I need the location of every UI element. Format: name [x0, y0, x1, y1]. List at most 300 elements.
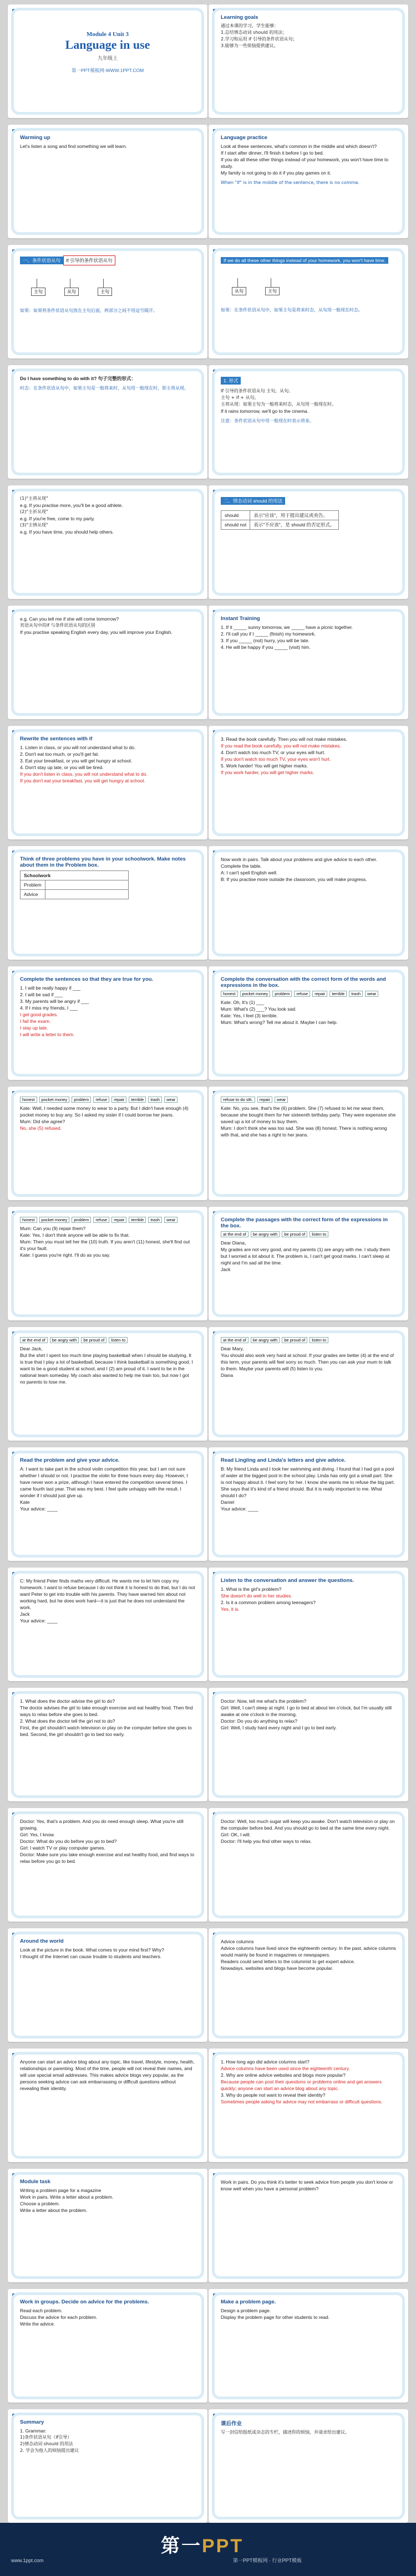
schoolwork-head	[21, 871, 129, 880]
slide-2[interactable]	[209, 4, 408, 118]
word-box-item: repair	[111, 1097, 126, 1103]
slide-content	[20, 2179, 195, 2273]
slide-text-line: 3. If you _____ (not) hurry, you will be late.	[221, 638, 310, 643]
slide-content	[20, 14, 195, 109]
slide-content	[221, 2058, 396, 2153]
answer-line: No, she (5) refused.	[20, 1125, 62, 1131]
word-box-item: be proud of	[282, 1231, 307, 1237]
grammar-cell: should	[221, 511, 250, 520]
slide-content	[20, 375, 195, 470]
slide-41[interactable]	[8, 2409, 207, 2523]
slide-text-line: Design a problem page.	[221, 2308, 271, 2313]
slide-text-line: Mum: What's (2) ___? You look sad.	[221, 1006, 297, 1012]
slide-content	[221, 616, 396, 710]
word-box	[20, 1217, 195, 1223]
slide-10[interactable]	[209, 485, 408, 599]
slide-text-line: 通过本课的学习，学生能够：	[221, 23, 278, 28]
slide-42[interactable]	[209, 2409, 408, 2523]
slide-text-line: Because people can post their questions or problems online and get answers quickly; anyone can start an advice blog about any topic.	[221, 2079, 382, 2091]
slide-text-line: 写一封信给报纸或杂志的专栏，描述你的烦恼，并请求给出建议。	[221, 2430, 349, 2435]
slide-text-line: Kate: Oh, It's (1) ___	[221, 1000, 265, 1005]
word-box-item: refuse	[93, 1217, 109, 1223]
slide-text-line: 3.能够为一些烦恼提供建议。	[221, 43, 278, 48]
slide-note: 注意：条件状语从句中用一般现在时表示将来。	[221, 418, 314, 423]
slide-text-line: My family is not going to do it if you play games on it.	[221, 170, 331, 176]
slide-heading: Language practice	[221, 135, 267, 141]
slide-24[interactable]	[209, 1327, 408, 1441]
slide-note: 时态：在条件状语从句中，如果主句是一般将来时，从句用一般现在时，即主将从现。	[20, 386, 189, 391]
slide-text-line: 1.总结情态动词 should 的用法；	[221, 30, 287, 35]
slide-text-line: Your advice: ____	[20, 1506, 58, 1512]
slide-text-line: 1. What does the doctor advise the girl to do?	[20, 1698, 115, 1704]
word-box-item: wear	[275, 1097, 288, 1103]
footer-banner	[0, 2523, 416, 2576]
slide-text-line: 1. I will be really happy if ___	[20, 985, 81, 991]
slide-text-line: 2. Why are online advice websites and blogs more popular?	[221, 2072, 346, 2078]
slide-text-line: e.g. If you have time, you should help others.	[20, 529, 114, 535]
slide-content	[221, 1217, 396, 1312]
word-box-item: refuse	[294, 991, 310, 997]
slide-text-line: 1)条件状语从句（if引导）	[20, 2435, 72, 2440]
diagram-line	[103, 279, 104, 288]
slide-text-line: A: I want to take part in the school violin competition this year, but I am not sure whether I should or not. I practise the violin for three hours every day. However, I have never won a prize, although I have entered the competition several times. I came fourth last year. That was my best. I feel quite unhappy with the result. I wonder if I should just give up.	[20, 1466, 188, 1498]
slide-text-line: 2. I'll call you if I _____ (finish) my homework.	[221, 631, 316, 637]
slide-content	[221, 2179, 396, 2273]
slide-4[interactable]	[209, 125, 408, 238]
slide-text-line: 4. Don't watch too much TV, or your eyes will hurt.	[221, 750, 326, 755]
slide-17[interactable]	[8, 966, 207, 1080]
slide-text-line: Girl: Well, I study hard every night and I go to bed early.	[221, 1725, 337, 1730]
slide-content	[20, 1818, 195, 1913]
slide-content	[20, 2299, 195, 2394]
slide-note: 如果：在条件状语从句中，如果主句是将来时态，从句用一般现在时态。	[221, 308, 363, 313]
slide-content	[221, 255, 396, 350]
slide-heading: Summary	[20, 2419, 44, 2425]
slide-content	[221, 736, 396, 831]
slide-text-line: e.g. Can you tell me if she will come tomorrow?	[20, 616, 119, 622]
grammar-row	[221, 520, 339, 530]
footer-right-text: 第一PPT模板网 · 行业PPT模板	[233, 2558, 302, 2563]
slide-text-line: Write the advice.	[20, 2321, 55, 2327]
slide-20[interactable]	[209, 1087, 408, 1200]
slide-main-title: Language in use	[65, 38, 150, 52]
grammar-cell: 表示"应该"，用于提出建议或劝告。	[250, 511, 338, 520]
slide-content	[20, 1097, 195, 1191]
answer-line: I stay up late.	[20, 1025, 48, 1031]
word-box	[20, 1097, 195, 1103]
schoolwork-label: Advice	[21, 890, 45, 899]
slide-content	[221, 1578, 396, 1672]
word-box-item: be angry with	[251, 1337, 280, 1343]
slide-13[interactable]	[8, 726, 207, 839]
slide-text-line: Sometimes people asking for advice may not embarrass or difficult questions.	[221, 2099, 383, 2104]
slide-21[interactable]	[8, 1207, 207, 1320]
word-box-item: trash	[148, 1217, 162, 1223]
slide-text-line: (1)"主将从现"	[20, 496, 48, 501]
slide-text-line: Writing a problem page for a magazine	[20, 2188, 102, 2193]
word-box	[221, 1097, 396, 1103]
slide-heading: Module task	[20, 2179, 50, 2185]
slide-text-line: Kate: I guess you're right. I'll do as you say.	[20, 1252, 110, 1258]
slide-heading: Learning goals	[221, 14, 258, 21]
slide-text-line: Doctor: Now, tell me what's the problem?	[221, 1698, 307, 1704]
slide-34[interactable]	[209, 1928, 408, 2042]
slide-content	[20, 1698, 195, 1793]
slide-heading: Instant Training	[221, 616, 260, 622]
slide-content	[20, 1938, 195, 2033]
slide-text-line: Write a letter about the problem.	[20, 2208, 88, 2213]
slide-content	[221, 375, 396, 470]
slide-text-line: Doctor: What do you do before you go to bed?	[20, 1838, 117, 1844]
diagram-node: 主句	[31, 288, 45, 296]
grammar-table	[221, 510, 339, 530]
slide-text-line: Mum: Can you (9) repair them?	[20, 1226, 86, 1231]
clause-box: If 引导的条件状语从句	[63, 255, 115, 265]
slide-text-line: If I start after dinner, I'll finish it before I go to bed.	[221, 150, 324, 156]
word-box-item: at the end of	[221, 1337, 248, 1343]
slide-content	[221, 1457, 396, 1552]
slide-6[interactable]	[209, 245, 408, 359]
slide-content	[20, 616, 195, 710]
slide-label: 二、情态动词 should 的用法	[221, 497, 285, 505]
slide-text-line: Dear Diana,	[221, 1240, 246, 1246]
word-box-item: listen to	[109, 1337, 128, 1343]
slide-content	[221, 1337, 396, 1432]
slide-heading: Read Lingling and Linda's letters and give advice.	[221, 1457, 346, 1463]
slide-text-line: Work in pairs. Write a letter about a problem.	[20, 2194, 114, 2200]
slide-text-line: If it rains tomorrow, we'll go to the cinema.	[221, 408, 308, 414]
slide-text-line: You should also work very hard at school. If your grades are better (4) at the end of this term, your parents will feel sorry so much. Then you can ask your mum to talk to them. Maybe your parents will (5) listen to you.	[221, 1353, 394, 1371]
slide-text-line: Doctor: Well, too much sugar will keep you awake. Don't watch television or play on the computer before bed. And you should go to bed at the same time every night.	[221, 1819, 395, 1831]
slide-text-line: If you don't watch too much TV, your eyes won't hurt.	[221, 756, 331, 762]
slide-text-line: Girl: I watch TV or play computer games.	[20, 1845, 105, 1851]
slide-text-line: If 引导的条件状语从句 主句，从句。	[221, 388, 293, 393]
slide-35[interactable]	[8, 2048, 207, 2162]
slide-text-line: Doctor: Do you do anything to relax?	[221, 1718, 297, 1724]
slide-30[interactable]	[209, 1688, 408, 1801]
slide-text-line: C: My friend Peter finds maths very difficult. He wants me to let him copy my homework. I want to refuse because I do not think it is honest to do that, but I do not want Peter to get into trouble with his parents. They have warned him about not working hard, but he does work hard—it is just that he does not understand the work.	[20, 1578, 195, 1610]
slide-22[interactable]	[209, 1207, 408, 1320]
slide-text-line: e.g. If you practise more, you'll be a good athlete.	[20, 503, 123, 508]
slide-content	[221, 1938, 396, 2033]
slide-line: Let's listen a song and find something we will learn.	[20, 144, 127, 149]
slide-text-line: Girl: Well, I can't sleep at night. I go to bed at about ten o'clock, but I'm usually still awake at one o'clock in the morning.	[221, 1705, 392, 1717]
slide-content	[221, 1818, 396, 1913]
grammar-row	[221, 511, 339, 520]
slide-text-line: 3. Read the book carefully. Then you will not make mistakes.	[221, 736, 347, 742]
word-box-item: problem	[272, 991, 292, 997]
slide-26[interactable]	[209, 1447, 408, 1561]
word-box-item: be proud of	[282, 1337, 307, 1343]
answer-line: I fail the exam.	[20, 1018, 51, 1024]
slide-15[interactable]	[8, 846, 207, 960]
slide-32[interactable]	[209, 1808, 408, 1922]
slide-text-line: Kate: Well, I needed some money to wear to a party. But I didn't have enough (4) pocket money to buy any. So I asked my sister if I could borrow her jeans.	[20, 1105, 189, 1118]
slide-text-line: 1. Grammar:	[20, 2428, 47, 2434]
slide-33[interactable]	[8, 1928, 207, 2042]
slide-text-line: 5. Work harder! You will get higher marks.	[221, 763, 308, 769]
slide-content	[20, 976, 195, 1071]
slide-text-line: Work in pairs. Do you think it's better to seek advice from people you don't know or know well when you have a personal problem?	[221, 2179, 393, 2191]
clause-diagram	[20, 271, 195, 304]
slide-text-line: Doctor: I'll help you find other ways to relax.	[221, 1838, 312, 1844]
slide-content	[221, 2419, 396, 2514]
diagram-line	[237, 278, 238, 287]
word-box-item: pocket money	[39, 1097, 70, 1103]
slide-25[interactable]	[8, 1447, 207, 1561]
word-box-item: trash	[349, 991, 363, 997]
slide-heading: Warming up	[20, 135, 50, 141]
slide-text-line: 3. Why do people not want to reveal their identity?	[221, 2092, 326, 2098]
slide-29[interactable]	[8, 1688, 207, 1801]
slide-heading: Complete the conversation with the correct form of the words and expressions in the box.	[221, 976, 386, 989]
slide-text-line: 主将从现：如果主句为一般将来时态，从句用一般现在时。	[221, 402, 336, 407]
slide-text-line: If you practise speaking English every day, you will improve your English.	[20, 629, 173, 635]
diagram-node: 从句	[232, 287, 246, 295]
slide-subtitle: 九年级上	[97, 55, 118, 61]
diagram-node: 主句	[98, 288, 112, 296]
schoolwork-head-cell: Schoolwork	[21, 871, 129, 880]
slide-text-line: 宾语从句中的if 与条件状语从句的区别	[20, 623, 95, 628]
word-box-item: pocket money	[39, 1217, 70, 1223]
word-box-item: repair	[312, 991, 327, 997]
slide-text-line: Daniel	[221, 1499, 235, 1505]
slide-16[interactable]	[209, 846, 408, 960]
schoolwork-row	[21, 890, 129, 899]
slide-28[interactable]	[209, 1568, 408, 1681]
slide-text-line: 3. Eat your breakfast, or you will get hungry at school.	[20, 758, 133, 764]
slide-text-line: Discuss the advice for each problem.	[20, 2314, 98, 2320]
word-box-item: be proud of	[81, 1337, 106, 1343]
grammar-cell: should not	[221, 520, 250, 530]
slide-content	[20, 2058, 195, 2153]
slide-5[interactable]	[8, 245, 207, 359]
slide-23[interactable]	[8, 1327, 207, 1441]
slide-text-line: Dear Jack,	[20, 1346, 43, 1351]
slide-text-line: Mum: Did she agree?	[20, 1119, 65, 1124]
slide-content	[221, 2299, 396, 2394]
slide-note: When "if" is in the middle of the sentence, there is no comma.	[221, 180, 359, 185]
slide-text-line: B: My friend Linda and I took her swimming and diving. I found that I had got a pool of water at the biggest pool in the school play. Linda has only got a small part. She is not happy about it. I feel sorry for her. I know she wants me to refuse the big part. She says that it's kind of a friend should. But it is really important to me. What should I do?	[221, 1466, 395, 1498]
slide-7[interactable]	[8, 365, 207, 479]
slide-text-line: Nowadays, websites and blogs have become popular.	[221, 1965, 333, 1971]
slide-text-line: 2.学习和运用 if 引导的条件状语从句；	[221, 37, 297, 42]
slide-text-line: 1. Listen in class, or you will not understand what to do.	[20, 745, 136, 750]
word-box-item: repair	[111, 1217, 126, 1223]
slide-text-line: 3. My parents will be angry if ___	[20, 998, 89, 1004]
slide-text-line: Mum: I don't think she was too sad. She was (8) honest. There is nothing wrong with that, and she has a right to her jeans.	[221, 1125, 387, 1138]
slide-text-line: If you read the book carefully, you will not make mistakes.	[221, 743, 341, 749]
slide-text-line: Look at the picture in the book. What comes to your mind first? Why?	[20, 1947, 164, 1953]
slide-text-line: Display the problem page for other students to read.	[221, 2314, 330, 2320]
slide-text-line: 4. He will be happy if you _____ (visit) him.	[221, 644, 311, 650]
slide-text-line: If you work harder, you will get higher marks.	[221, 770, 314, 775]
slide-heading: Rewrite the sentences with if	[20, 736, 93, 742]
slide-text-line: 1. What is the girl's problem?	[221, 1586, 282, 1592]
slide-text-line: Your advice: ____	[20, 1618, 58, 1624]
word-box-item: terrible	[129, 1217, 146, 1223]
word-box-item: honest	[221, 991, 238, 997]
slide-text-line: 4. Don't stay up late, or you will be tired.	[20, 765, 104, 770]
word-box-item: wear	[365, 991, 378, 997]
word-box-item: at the end of	[20, 1337, 48, 1343]
slide-note: 如果：如果将条件状语从句放在主句后面，两部分之间不用逗号隔开。	[20, 308, 158, 313]
slide-text-line: Jack	[221, 1267, 231, 1272]
slide-text-line: Mum: What's wrong? Tell me about it. Maybe I can help.	[221, 1020, 338, 1025]
slide-content	[221, 135, 396, 229]
schoolwork-blank[interactable]	[45, 880, 128, 890]
word-box-item: wear	[164, 1217, 177, 1223]
slide-text-line: Choose a problem.	[20, 2201, 60, 2206]
slide-text-line: Girl: Yes, I know.	[20, 1832, 55, 1837]
word-box-item: honest	[20, 1217, 37, 1223]
slide-text-line: 2. What does the doctor tell the girl not to do?	[20, 1718, 115, 1724]
slide-content	[221, 1097, 396, 1191]
diagram-node: 主句	[265, 287, 280, 295]
slide-text-line: Kate: Yes, I feel (3) terrible.	[221, 1013, 278, 1018]
slide-text-line: 2)情态动词 should 的用法	[20, 2441, 73, 2446]
slide-heading: Complete the passages with the correct form of the expressions in the box.	[221, 1217, 388, 1229]
word-box-item: listen to	[310, 1231, 328, 1237]
schoolwork-label: Problem	[21, 880, 45, 890]
slide-content	[221, 976, 396, 1071]
slide-27[interactable]	[8, 1568, 207, 1681]
slide-text-line: Yes, it is.	[221, 1606, 240, 1612]
slide-9[interactable]	[8, 485, 207, 599]
slide-text-line: Kate: Yes, I don't think anyone will be able to fix that.	[20, 1232, 130, 1238]
slide-31[interactable]	[8, 1808, 207, 1922]
word-box-item: terrible	[129, 1097, 146, 1103]
word-box-item: repair	[257, 1097, 272, 1103]
brand-text: 第一PPT模板网-WWW.1PPT.COM	[71, 68, 144, 73]
slide-content	[20, 736, 195, 831]
slide-text-line: Read each problem.	[20, 2308, 63, 2313]
slide-text-line: 4. If I miss my friends, I ___	[20, 1005, 78, 1011]
slide-text-line: My grades are not very good, and my parents (1) are angry with me. I study them but I worried a lot about it. The problem is, I can't get good marks. I can't sleep at night and I'm sad all the time.	[221, 1247, 390, 1266]
word-box-item: listen to	[310, 1337, 328, 1343]
slide-text-line: Advice columns have been used since the eighteenth century.	[221, 2066, 350, 2071]
slide-40[interactable]	[209, 2289, 408, 2403]
answer-line: I will write a letter to them.	[20, 1032, 75, 1037]
slide-text-line: Your advice: ____	[221, 1506, 258, 1512]
schoolwork-table	[20, 870, 129, 899]
slide-text-line: Diana	[221, 1372, 234, 1378]
diagram-node: 从句	[64, 288, 79, 296]
slide-text-line: 2. I will be sad if ___	[20, 992, 63, 997]
schoolwork-row	[21, 880, 129, 890]
slide-text-line: Dear Mary,	[221, 1346, 244, 1351]
slide-text-line: Advice columns have lived since the eighteenth century. In the past, advice columns would mainly be found in magazines or newspapers.	[221, 1945, 396, 1958]
slide-text-line: 2. Don't eat too much, or you'll get fat.	[20, 751, 99, 757]
slide-36[interactable]	[209, 2048, 408, 2162]
word-box-item: problem	[72, 1217, 91, 1223]
slide-content	[20, 1457, 195, 1552]
slide-39[interactable]	[8, 2289, 207, 2403]
word-box-item: pocket money	[240, 991, 271, 997]
slide-text-line: The doctor advises the girl to take enough exercise and eat healthy food. Then find ways to relax before she goes to bed.	[20, 1705, 193, 1717]
slide-38[interactable]	[209, 2169, 408, 2282]
slide-3[interactable]	[8, 125, 207, 238]
word-box-item: be angry with	[50, 1337, 79, 1343]
slide-text-line: 1. If it _____ sunny tomorrow, we _____ have a picnic together.	[221, 624, 353, 630]
slide-content	[20, 1337, 195, 1432]
slide-12[interactable]	[209, 606, 408, 719]
answer-line: If you don't eat your breakfast, you will get hungry at school.	[20, 778, 145, 783]
slide-text-line: But the shirt I spent too much time playing basketball when I should be studying. It is true that I play a lot of basketball, because I think basketball is something good. I want to be a good student at school, and I (2) am proud of it. I want to be in the national team someday. My coach also wanted to help me train too, but now I got no parents to lose me.	[20, 1353, 193, 1385]
word-box	[20, 1337, 195, 1343]
grammar-cell: 表示"不应该"，是 should 的否定形式。	[250, 520, 338, 530]
slide-top-text: Do I have something to do with it? 句子完整的形式：	[20, 376, 136, 381]
word-box	[221, 1337, 396, 1343]
slide-text-line: Advice columns	[221, 1939, 254, 1944]
word-box-item: terrible	[329, 991, 347, 997]
slide-content	[20, 856, 195, 951]
slide-heading: Work in groups. Decide on advice for the problems.	[20, 2299, 149, 2305]
word-box-item: refuse to do sth.	[221, 1097, 255, 1103]
slide-heading: Read the problem and give your advice.	[20, 1457, 120, 1463]
slide-intro: Look at these sentences, what's common in the middle and which doesn't?	[221, 144, 377, 149]
slide-module-title: Module 4 Unit 3	[86, 31, 129, 38]
slide-text-line: She doesn't do well in her studies.	[221, 1593, 292, 1599]
slide-8[interactable]	[209, 365, 408, 479]
slide-text-line: First, the girl shouldn't watch television or play on the computer before she goes to bed. Second, the girl shouldn't go to bed too early.	[20, 1725, 192, 1737]
slide-heading: Around the world	[20, 1938, 64, 1944]
slide-content	[20, 135, 195, 229]
slide-14[interactable]	[209, 726, 408, 839]
slide-text-line: A: I can't spell English well.	[221, 870, 278, 875]
slide-label: 1. 形式	[221, 377, 241, 385]
slide-label: 一、条件状语从句	[20, 257, 63, 264]
answer-line: If you don't listen in class, you will not understand what to do.	[20, 771, 148, 777]
slide-content	[221, 856, 396, 951]
footer-left-text: www.1ppt.com	[11, 2558, 44, 2563]
slide-37[interactable]	[8, 2169, 207, 2282]
slide-18[interactable]	[209, 966, 408, 1080]
word-box	[221, 1231, 396, 1237]
slide-text-line: B: If you practise more outside the classroom, you will make progress.	[221, 877, 367, 882]
slide-11[interactable]	[8, 606, 207, 719]
slide-content	[221, 14, 396, 109]
slide-19[interactable]	[8, 1087, 207, 1200]
word-box-item: wear	[164, 1097, 177, 1103]
slide-text-line: e.g. If you're free, come to my party.	[20, 516, 95, 521]
slide-text-line: Doctor: Make sure you take enough exercise and eat healthy food, and find ways to relax before you go to bed.	[20, 1852, 195, 1864]
slide-1[interactable]	[8, 4, 207, 118]
slide-heading: Make a problem page.	[221, 2299, 276, 2305]
slide-text-line: Now work in pairs. Talk about your problems and give advice to each other. Complete the table.	[221, 857, 377, 869]
slide-content	[20, 495, 195, 590]
slide-content	[20, 1217, 195, 1312]
slide-text-line: 2. 学会为他人的烦恼提出建议	[20, 2448, 79, 2453]
word-box-item: trash	[148, 1097, 162, 1103]
word-box-item: problem	[72, 1097, 91, 1103]
slide-text-line: I thought of the Internet can cause trouble to students and teachers.	[20, 1954, 162, 1959]
slide-text-line: (3)"主情从现"	[20, 523, 48, 528]
slide-content	[20, 2419, 195, 2514]
footer-logo: 第一PPT	[161, 2536, 244, 2557]
word-box-item: be angry with	[251, 1231, 280, 1237]
slide-text-line: 2. Is it a common problem among teenagers?	[221, 1600, 316, 1605]
slide-text-line: Jack	[20, 1611, 30, 1617]
slide-text-line: Anyone can start an advice blog about any topic, like travel, lifestyle, money, health, relationships or parenting. Most of the time, people will not reveal their names, and will use special email addresses. This makes advice blogs very popular, as the persons seeking advice can ask embarrassing or difficult questions without revealing their identity.	[20, 2059, 195, 2091]
slide-heading: Listen to the conversation and answer the questions.	[221, 1578, 354, 1584]
slide-heading: Think of three problems you have in your schoolwork. Make notes about them in the Problem box.	[20, 856, 186, 868]
slide-text-line: Kate: No, you see, that's the (6) problem. She (7) refused to let me wear them, because she bought them for her sixteenth birthday party. They were expensive she saved up a lot of money to buy them.	[221, 1105, 396, 1124]
slide-heading: Complete the sentences so that they are true for you.	[20, 976, 154, 982]
schoolwork-blank[interactable]	[45, 890, 128, 899]
slide-heading: 课后作业	[221, 2421, 242, 2427]
slide-content	[221, 495, 396, 590]
